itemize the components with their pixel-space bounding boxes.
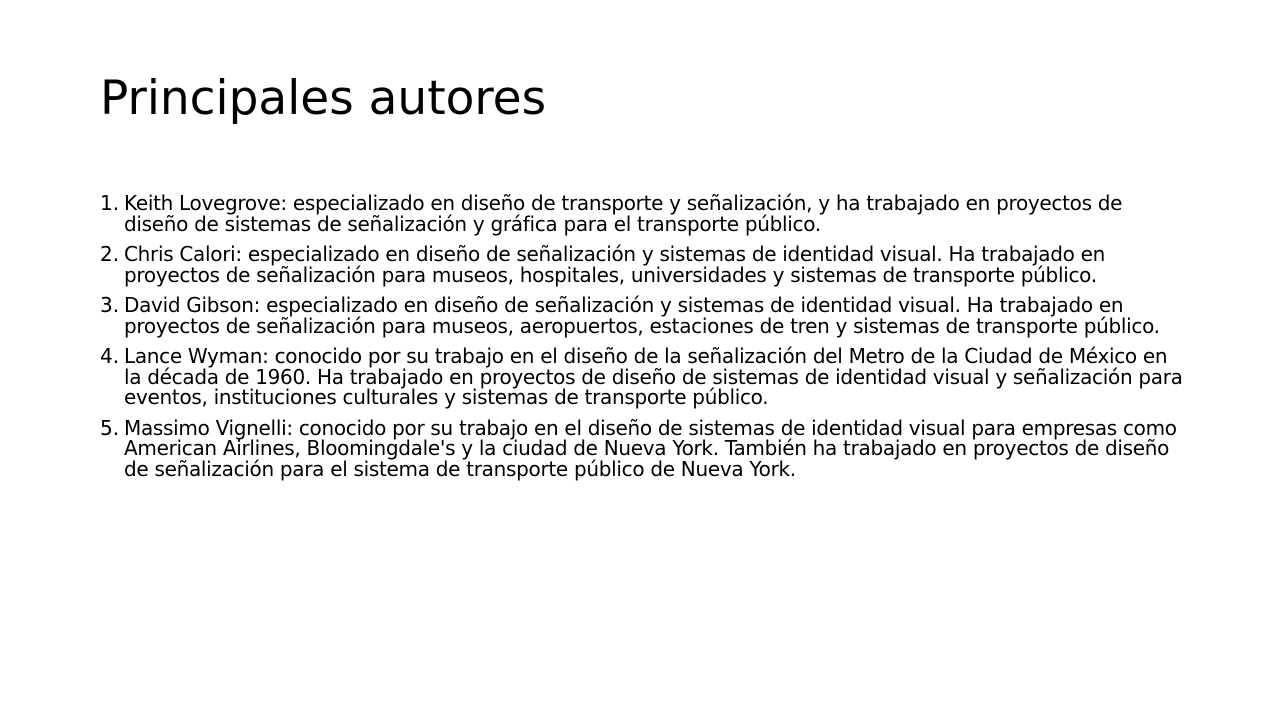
list-item-text: Massimo Vignelli: conocido por su trabajo en el diseño de sistemas de identidad visual para empresas como American Airlines, Bloomingdale's y la ciudad de Nueva York. También ha trabajado en proyectos de diseño de señalización para el sistema de transporte público de Nueva York. — [124, 415, 1177, 481]
list-item-text: Chris Calori: especializado en diseño de señalización y sistemas de identidad visual. Ha trabajado en proyectos de señalización para museos, hospitales, universidades y sistemas de transporte público. — [124, 242, 1106, 287]
list-item-number: 1. — [100, 191, 120, 215]
list-item-number: 5. — [100, 415, 120, 440]
slide-title: Principales autores — [100, 71, 547, 126]
list-item-number: 2. — [100, 242, 120, 266]
authors-list — [100, 193, 1190, 489]
list-item — [100, 193, 1190, 234]
list-item — [100, 295, 1190, 336]
list-item — [100, 244, 1190, 285]
list-item-text: Lance Wyman: conocido por su trabajo en el diseño de la señalización del Metro de la Ciudad de México en la década de 1960. Ha trabajado en proyectos de diseño de sistemas de identidad visual y señalización para eventos, instituciones culturales y sistemas de transporte público. — [124, 344, 1183, 409]
list-item-number: 4. — [100, 344, 120, 368]
list-item — [100, 346, 1190, 408]
list-item-number: 3. — [100, 293, 120, 317]
list-item — [100, 415, 1190, 481]
list-item-text: Keith Lovegrove: especializado en diseño de transporte y señalización, y ha trabajado en proyectos de diseño de sistemas de señalización y gráfica para el transporte público. — [124, 191, 1123, 236]
list-item-text: David Gibson: especializado en diseño de señalización y sistemas de identidad visual. Ha trabajado en proyectos de señalización para museos, aeropuertos, estaciones de tren y sistemas de transporte público. — [124, 293, 1160, 338]
